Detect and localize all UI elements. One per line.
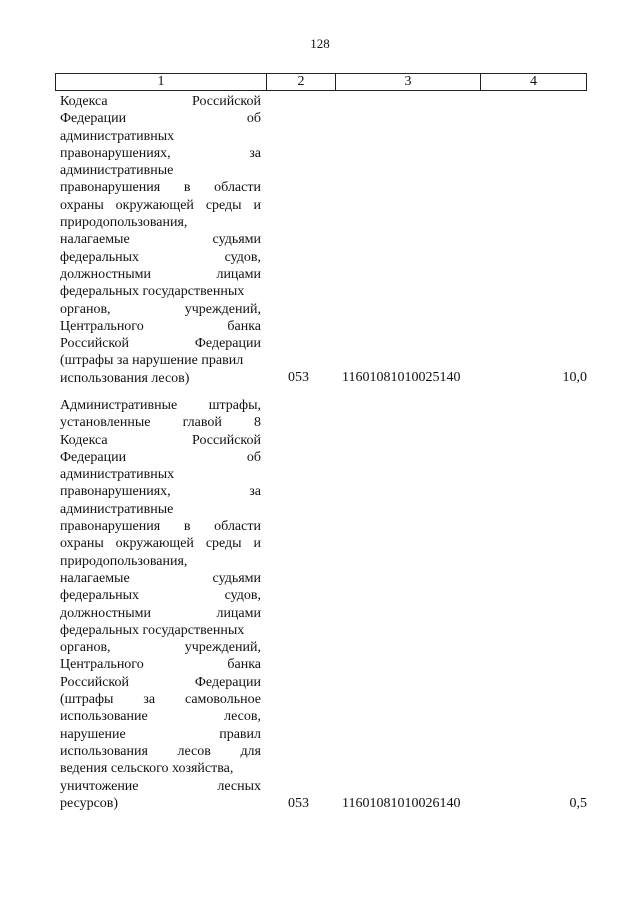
description-word: Федерации [60, 449, 127, 465]
description-word: лесов [177, 743, 211, 759]
description-word: области [214, 519, 261, 535]
row-code: 053 [288, 370, 309, 385]
description-line [60, 214, 261, 231]
description-word: банка [227, 318, 261, 334]
description-word: судьями [212, 232, 261, 248]
description-word: Центрального [60, 318, 144, 334]
column-header-1: 1 [56, 74, 267, 90]
description-word: учреждений, [184, 640, 261, 656]
description-line [60, 449, 261, 466]
description-line [60, 397, 261, 414]
row-kbk: 11601081010026140 [342, 796, 461, 811]
description-line [60, 778, 261, 795]
description-line [60, 674, 261, 691]
description-word: Российской [60, 674, 129, 690]
description-word: за [249, 145, 261, 161]
description-word: окружающей [115, 536, 194, 552]
description-word: нарушение [60, 726, 126, 742]
description-word: использования [60, 743, 148, 759]
row-code: 053 [288, 796, 309, 811]
description-word: Российской [60, 336, 129, 352]
description-word: и [253, 197, 261, 213]
description-line [60, 335, 261, 352]
description-line [60, 501, 261, 518]
description-word: в [183, 180, 191, 196]
description-line [60, 128, 261, 145]
description-word: Федерации [194, 674, 261, 690]
description-word: Федерации [60, 111, 127, 127]
description-word: уничтожение [60, 778, 139, 794]
description-word: федеральных [60, 249, 140, 265]
description-line [60, 553, 261, 570]
description-word: административные [60, 501, 174, 517]
description-word: лицами [216, 266, 261, 282]
description-word: Российской [192, 94, 261, 109]
column-header-3: 3 [336, 74, 481, 90]
description-line [60, 483, 261, 500]
row-kbk: 11601081010025140 [342, 370, 461, 385]
description-word: налагаемые [60, 570, 130, 586]
description-word: административных [60, 128, 175, 144]
description-line [60, 197, 261, 214]
description-line [60, 708, 261, 725]
description-word: правонарушения [60, 180, 161, 196]
description-word: правил [219, 726, 261, 742]
description-line [60, 622, 261, 639]
row-description [60, 397, 261, 812]
table-row [60, 397, 587, 812]
description-word: среды [205, 536, 242, 552]
description-line [60, 535, 261, 552]
description-word: использования лесов) [60, 370, 190, 386]
description-word: административные [60, 163, 174, 179]
description-word: правонарушения [60, 519, 161, 535]
description-line [60, 110, 261, 127]
description-word: Кодекса [60, 94, 108, 109]
page-number: 128 [310, 36, 330, 51]
description-word: органов, [60, 640, 111, 656]
description-line [60, 743, 261, 760]
description-line [60, 518, 261, 535]
description-word: правонарушениях, [60, 484, 171, 500]
description-line [60, 318, 261, 335]
description-word: для [240, 743, 261, 759]
description-line [60, 301, 261, 318]
description-word: ресурсов) [60, 795, 119, 811]
description-word: Российской [192, 432, 261, 448]
description-line [60, 760, 261, 777]
description-line [60, 466, 261, 483]
description-word: судьями [212, 570, 261, 586]
description-word: должностными [60, 266, 152, 282]
description-line [60, 414, 261, 431]
description-line [60, 587, 261, 604]
description-word: охраны [60, 536, 104, 552]
description-line [60, 691, 261, 708]
description-word: и [253, 536, 261, 552]
description-word: должностными [60, 605, 152, 621]
description-word: Кодекса [60, 432, 108, 448]
description-line [60, 352, 261, 369]
description-word: административных [60, 467, 175, 483]
description-word: органов, [60, 301, 111, 317]
description-word: судов, [224, 588, 261, 604]
description-word: штрафы, [208, 398, 261, 413]
description-word: охраны [60, 197, 104, 213]
description-word: правонарушениях, [60, 145, 171, 161]
description-line [60, 726, 261, 743]
description-line [60, 249, 261, 266]
description-word: за [249, 484, 261, 500]
table-header-row [55, 73, 587, 91]
description-line [60, 639, 261, 656]
description-line [60, 162, 261, 179]
column-header-2: 2 [267, 74, 336, 90]
description-word: федеральных государственных [60, 284, 245, 300]
description-word: области [214, 180, 261, 196]
column-header-4: 4 [530, 74, 537, 89]
description-word: природопользования, [60, 553, 188, 569]
description-word: об [246, 111, 261, 127]
description-word: лесных [217, 778, 261, 794]
description-word: налагаемые [60, 232, 130, 248]
description-word: Административные [60, 398, 178, 413]
description-word: лесов, [224, 709, 261, 725]
description-line [60, 656, 261, 673]
description-word: в [183, 519, 191, 535]
description-word: учреждений, [184, 301, 261, 317]
row-amount: 0,5 [569, 796, 587, 811]
description-line [60, 145, 261, 162]
description-word: среды [205, 197, 242, 213]
description-word: окружающей [115, 197, 194, 213]
description-line [60, 283, 261, 300]
description-word: (штрафы [60, 692, 114, 708]
description-word: ведения сельского хозяйства, [60, 761, 234, 777]
description-word: за [143, 692, 156, 708]
description-word: установленные [60, 415, 151, 431]
description-word: природопользования, [60, 215, 188, 231]
description-line [60, 570, 261, 587]
description-word: самовольное [184, 692, 261, 708]
description-word: банка [227, 657, 261, 673]
description-word: Федерации [194, 336, 261, 352]
description-word: 8 [253, 415, 261, 431]
row-description [60, 93, 261, 387]
description-word: судов, [224, 249, 261, 265]
description-word: федеральных [60, 588, 140, 604]
description-word: главой [182, 415, 222, 431]
description-line [60, 605, 261, 622]
row-amount: 10,0 [562, 370, 587, 385]
description-word: лицами [216, 605, 261, 621]
description-word: использование [60, 709, 148, 725]
description-word: Центрального [60, 657, 144, 673]
description-word: федеральных государственных [60, 622, 245, 638]
description-line [60, 432, 261, 449]
description-line [60, 266, 261, 283]
description-word: об [246, 449, 261, 465]
description-line [60, 370, 261, 387]
description-line [60, 179, 261, 196]
description-line [60, 93, 261, 110]
description-word: (штрафы за нарушение правил [60, 353, 244, 369]
table-row [60, 93, 587, 387]
description-line [60, 795, 261, 812]
description-line [60, 231, 261, 248]
